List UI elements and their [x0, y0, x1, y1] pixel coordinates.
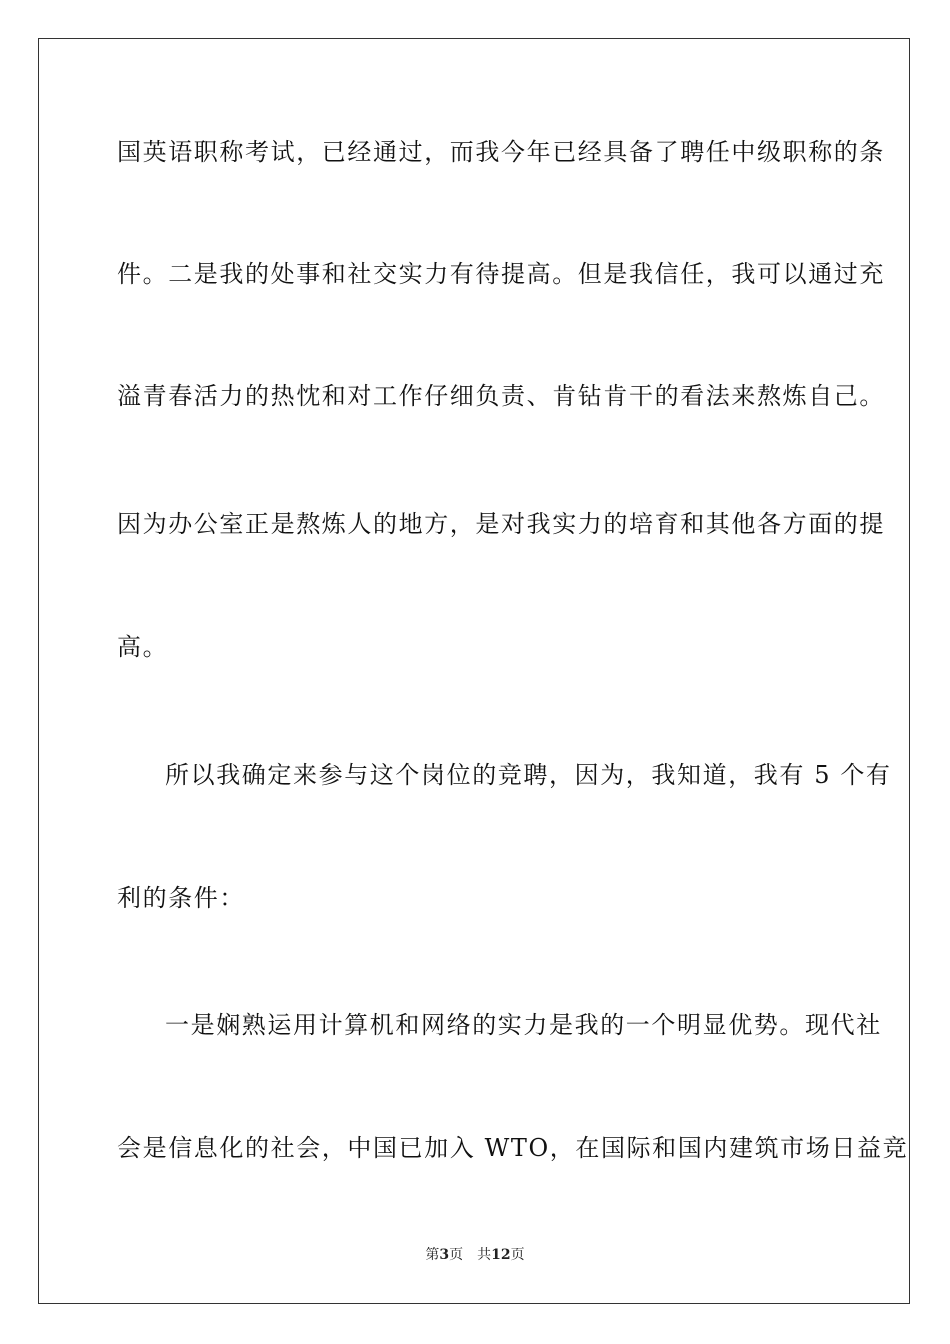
text-line-4: 因为办公室正是熬炼人的地方，是对我实力的培育和其他各方面的提	[117, 510, 885, 538]
page-suffix: 页	[449, 1247, 464, 1263]
text-line-8: 一是娴熟运用计算机和网络的实力是我的一个明显优势。现代社	[165, 1011, 882, 1039]
text-line-6: 所以我确定来参与这个岗位的竞聘，因为，我知道，我有 5 个有	[165, 761, 892, 789]
page-footer	[0, 1246, 950, 1264]
text-line-7: 利的条件：	[117, 884, 245, 912]
text-line-5: 高。	[117, 633, 169, 661]
page-border	[38, 38, 910, 1304]
total-prefix: 共	[477, 1247, 492, 1263]
total-pages: 12	[491, 1247, 511, 1263]
text-line-3: 溢青春活力的热忱和对工作仔细负责、肯钻肯干的看法来熬炼自己。	[117, 382, 885, 410]
text-line-2: 件。二是我的处事和社交实力有待提高。但是我信任，我可以通过充	[117, 260, 885, 288]
text-line-1: 国英语职称考试，已经通过，而我今年已经具备了聘任中级职称的条	[117, 138, 885, 166]
page-prefix: 第	[425, 1247, 440, 1263]
page-number: 3	[439, 1247, 450, 1263]
total-suffix: 页	[510, 1247, 525, 1263]
text-line-9: 会是信息化的社会，中国已加入 WTO，在国际和国内建筑市场日益竞	[117, 1134, 909, 1162]
